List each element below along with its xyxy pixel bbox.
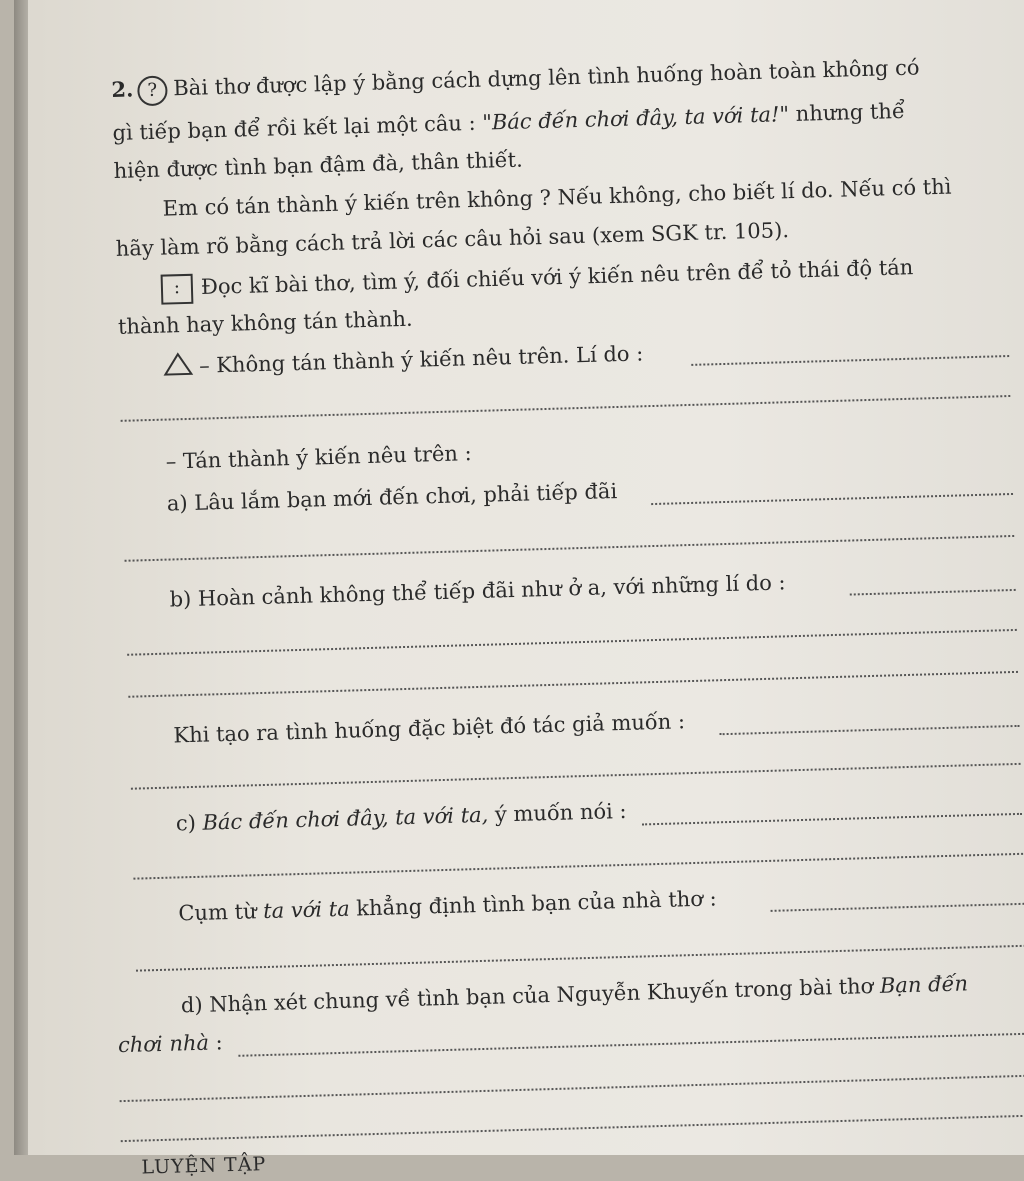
instruction-text-1: Đọc kĩ bài thơ, tìm ý, đối chiếu với ý kiến nêu trên để tỏ thái độ tán (200, 255, 914, 300)
item-d-line-1 (181, 970, 969, 1019)
answer-line[interactable] (121, 395, 1011, 422)
answer-line[interactable] (850, 589, 1016, 596)
answer-line[interactable] (720, 725, 1020, 735)
question-line-1 (111, 53, 920, 106)
agree-line: – Tán thành ý kiến nêu trên : (165, 441, 472, 474)
item-c (176, 798, 627, 838)
item-c-text: ý muốn nói : (487, 798, 627, 827)
instruction-line-2: thành hay không tán thành. (117, 306, 413, 339)
disagree-line (163, 339, 644, 384)
read-box-icon: : (161, 274, 194, 305)
answer-line[interactable] (651, 493, 1013, 505)
instruction-line-1 (161, 254, 914, 305)
answer-line[interactable] (128, 671, 1018, 698)
item-a: a) Lâu lắm bạn mới đến chơi, phải tiếp đãi (166, 479, 618, 516)
question-line-2 (112, 98, 905, 147)
answer-line[interactable] (133, 853, 1023, 880)
answer-line[interactable] (771, 903, 1024, 912)
item-c-prefix: c) (175, 810, 203, 836)
question-number: 2. (111, 76, 134, 102)
item-d-line-2 (118, 1029, 223, 1059)
page-edge (14, 0, 28, 1155)
cum-tu-text: khẳng định tình bạn của nhà thơ : (349, 886, 717, 921)
answer-line[interactable] (136, 945, 1024, 972)
answer-line[interactable] (127, 629, 1017, 656)
answer-line[interactable] (131, 763, 1021, 790)
poem-title-part-1: Bạn đến (879, 971, 969, 998)
answer-line[interactable] (125, 535, 1015, 562)
question-line-5: hãy làm rõ bằng cách trả lời các câu hỏi sau (xem SGK tr. 105). (115, 218, 790, 261)
answer-line[interactable] (691, 355, 1009, 366)
poem-quote: "Bác đến chơi đây, ta với ta!" (481, 102, 790, 135)
cum-tu-prefix: Cụm từ (178, 899, 264, 926)
triangle-icon (163, 352, 194, 384)
question-text-2a: gì tiếp bạn để rồi kết lại một câu : (112, 110, 483, 145)
answer-line[interactable] (121, 1115, 1024, 1142)
answer-line[interactable] (120, 1075, 1024, 1102)
item-d-colon: : (208, 1030, 224, 1055)
cum-tu-phrase: ta với ta (262, 896, 351, 924)
answer-line[interactable] (642, 813, 1022, 826)
item-b: b) Hoàn cảnh không thể tiếp đãi như ở a, với những lí do : (169, 570, 786, 612)
item-d-text: d) Nhận xét chung về tình bạn của Nguyễn Khuyến trong bài thơ (180, 973, 881, 1018)
disagree-text: – Không tán thành ý kiến nêu trên. Lí do : (198, 341, 644, 378)
question-line-4: Em có tán thành ý kiến trên không ? Nếu không, cho biết lí do. Nếu có thì (162, 174, 952, 221)
question-line-3: hiện được tình bạn đậm đà, thân thiết. (113, 147, 524, 183)
question-text-2b: nhưng thể (788, 98, 906, 127)
khi-line: Khi tạo ra tình huống đặc biệt đó tác giả muốn : (173, 709, 686, 748)
exercise-2 (110, 15, 1024, 1179)
question-mark-icon: ? (137, 75, 168, 106)
item-c-quote: Bác đến chơi đây, ta với ta, (202, 802, 489, 835)
next-section-heading: LUYỆN TẬP (141, 1153, 267, 1179)
answer-line[interactable] (238, 1033, 1024, 1057)
cum-tu-line (178, 885, 717, 927)
poem-title-part-2: chơi nhà (117, 1030, 210, 1058)
question-text-1: Bài thơ được lập ý bằng cách dựng lên tình huống hoàn toàn không có (172, 55, 920, 101)
